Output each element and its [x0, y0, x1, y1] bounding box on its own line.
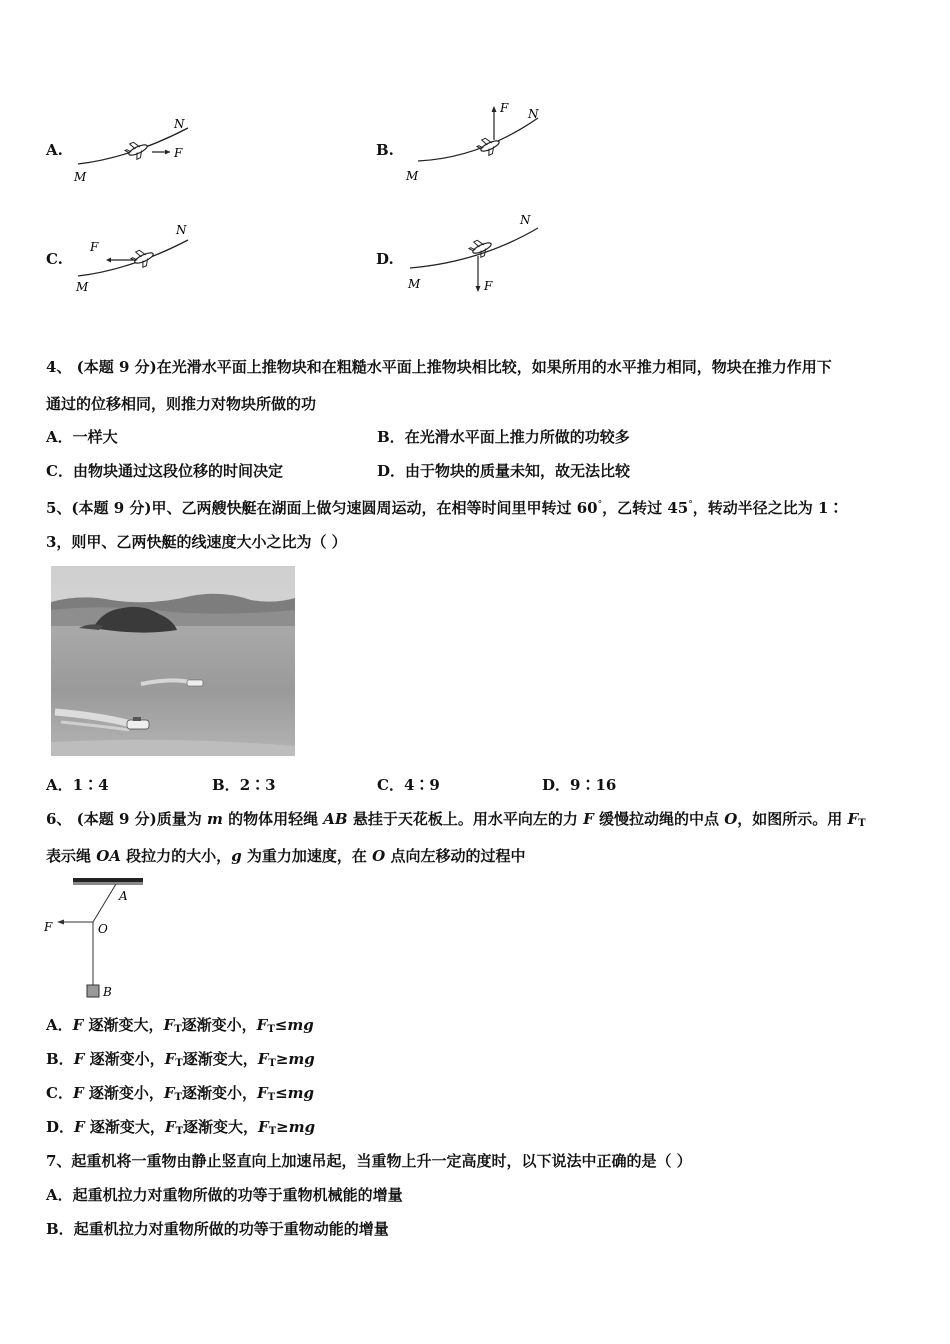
q4-stem-line1: 4、 (本题 9 分)在光滑水平面上推物块和在粗糙水平面上推物块相比较，如果所用的水平推力相同，物块在推力作用下	[46, 358, 832, 376]
q5-option-d: D．9∶16	[542, 776, 617, 794]
q7-stem-line1: 7、起重机将一重物由静止竖直向上加速吊起，当重物上升一定高度时，以下说法中正确的是（ ）	[46, 1152, 692, 1170]
label-n: N	[176, 223, 187, 237]
label-o: O	[98, 922, 108, 936]
label-b: B	[103, 985, 112, 999]
q4-option-a: A．一样大	[46, 428, 118, 446]
q6-stem-line2: 表示绳 OA 段拉力的大小，g 为重力加速度，在 O 点向左移动的过程中	[46, 847, 526, 865]
curve-mn	[418, 118, 538, 161]
speedboats-photo	[51, 566, 295, 756]
q4-option-b: B．在光滑水平面上推力所做的功较多	[377, 428, 630, 446]
label-m: M	[406, 169, 419, 183]
label-n: N	[520, 213, 531, 227]
q6-option-d: D．F 逐渐变大，$F_T$逐渐变大，$F_T\ge mg$	[46, 1118, 316, 1137]
q4-stem-line2: 通过的位移相同，则推力对物块所做的功	[46, 395, 317, 413]
q6-option-a: A．F 逐渐变大，$F_T$逐渐变小，$F_T\le mg$	[46, 1016, 314, 1035]
q6-stem-line1: 6、 (本题 9 分)质量为 m 的物体用轻绳 AB 悬挂于天花板上。用水平向左的力 F 缓慢拉动绳的中点 O，如图所示。用 $F_T$	[46, 810, 866, 829]
q5-option-a: A．1∶4	[46, 776, 109, 794]
option-d-figure	[400, 206, 550, 298]
q7-option-b: B．起重机拉力对重物所做的功等于重物动能的增量	[46, 1220, 389, 1238]
label-f: F	[500, 101, 509, 115]
label-f: F	[90, 240, 99, 254]
label-f: F	[484, 279, 493, 293]
rope-oa	[93, 884, 116, 922]
curve-mn	[410, 228, 538, 268]
q6-option-b: B．F 逐渐变小，$F_T$逐渐变大，$F_T\ge mg$	[46, 1050, 315, 1069]
label-m: M	[76, 280, 89, 294]
speedboat	[127, 720, 149, 729]
q4-option-d: D．由于物块的质量未知，故无法比较	[377, 462, 631, 480]
q6-option-c: C．F 逐渐变小，$F_T$逐渐变小，$F_T\le mg$	[46, 1084, 315, 1103]
option-b-label: B.	[376, 141, 394, 159]
label-m: M	[408, 277, 421, 291]
option-c-label: C.	[46, 250, 63, 268]
q5-option-b: B．2∶3	[212, 776, 276, 794]
label-f: F	[174, 146, 183, 160]
curve-mn	[78, 128, 188, 164]
speedboat	[187, 680, 203, 686]
q4-option-c: C．由物块通过这段位移的时间决定	[46, 462, 283, 480]
rope-diagram	[40, 874, 150, 1004]
ceiling	[73, 878, 143, 882]
option-b-figure	[400, 96, 550, 188]
airplane-icon	[129, 246, 156, 271]
block-b	[87, 985, 99, 997]
q7-option-a: A．起重机拉力对重物所做的功等于重物机械能的增量	[46, 1186, 403, 1204]
option-d-label: D.	[376, 250, 394, 268]
label-a: A	[119, 889, 128, 903]
label-m: M	[74, 170, 87, 184]
label-n: N	[174, 117, 185, 131]
label-f: F	[44, 920, 53, 934]
q5-stem-line1: 5、(本题 9 分)甲、乙两艘快艇在湖面上做匀速圆周运动，在相等时间里甲转过 60°，乙转过 45°，转动半径之比为 1∶	[46, 499, 844, 517]
q5-option-c: C．4∶9	[377, 776, 440, 794]
option-a-label: A.	[46, 141, 63, 159]
label-n: N	[528, 107, 539, 121]
option-c-figure	[70, 218, 210, 298]
airplane-icon	[475, 134, 502, 159]
q5-stem-line2: 3，则甲、乙两快艇的线速度大小之比为（ ）	[46, 533, 347, 551]
option-a-figure	[70, 110, 210, 190]
airplane-icon	[123, 138, 150, 163]
